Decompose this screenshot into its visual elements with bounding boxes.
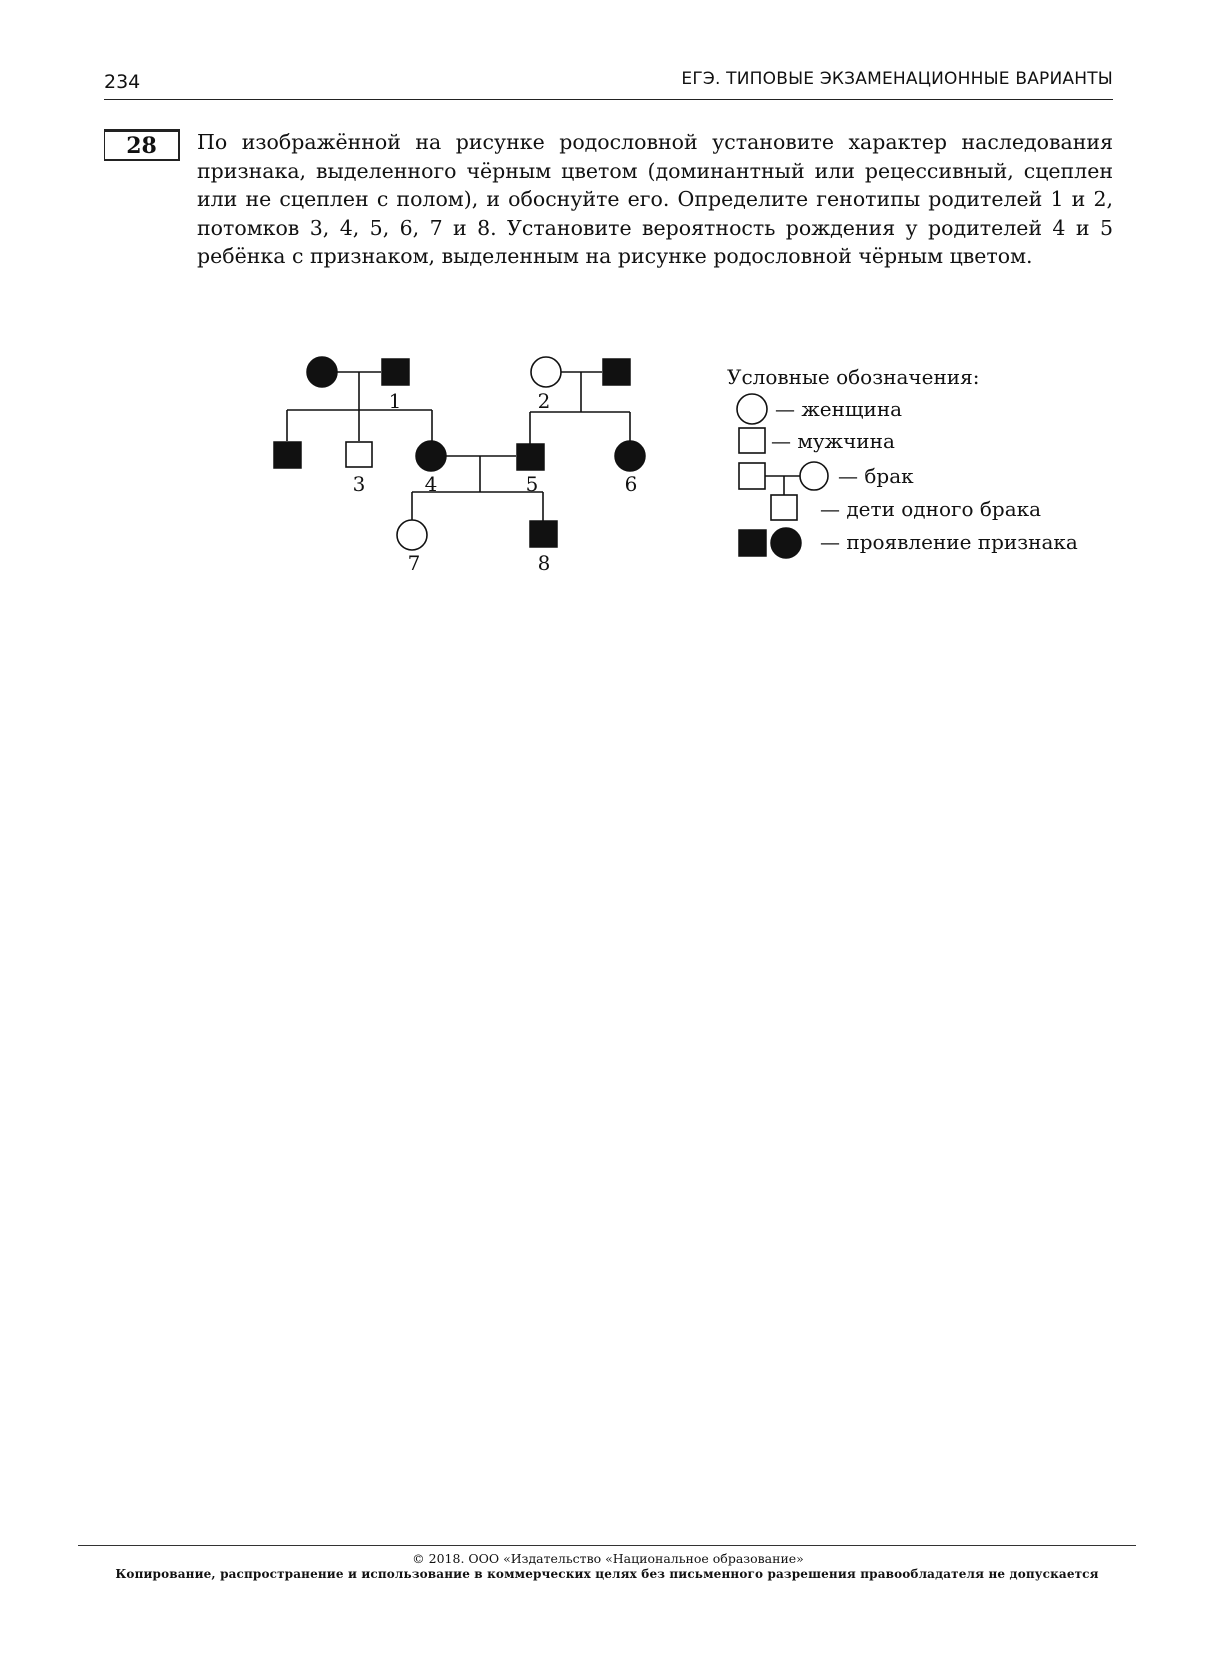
- legend-female-symbol: [737, 394, 767, 424]
- legend-female-label: — женщина: [775, 397, 903, 421]
- affected-female-person-6: [615, 441, 645, 471]
- legend-trait-male-symbol: [739, 530, 766, 556]
- label-person-5: 5: [525, 472, 539, 496]
- affected-male-person-5: [517, 444, 544, 470]
- affected-female-grandmother: [307, 357, 337, 387]
- affected-male-grandfather: [603, 359, 630, 385]
- legend-title: Условные обозначения:: [727, 365, 980, 389]
- footer-notice: Копирование, распространение и использование в коммерческих целях без письменного разрешения правообладателя не допускается: [115, 1567, 1099, 1581]
- unaffected-female-person-7: [397, 520, 427, 550]
- running-header: ЕГЭ. ТИПОВЫЕ ЭКЗАМЕНАЦИОННЫЕ ВАРИАНТЫ: [681, 69, 1113, 89]
- legend-male-symbol: [739, 428, 765, 453]
- unaffected-male-person-3: [346, 442, 372, 467]
- footer-rule: [78, 1545, 1136, 1546]
- affected-male-sibling: [274, 442, 301, 468]
- label-person-7: 7: [407, 551, 421, 575]
- page-number: 234: [104, 71, 141, 93]
- footer-copyright: © 2018. ООО «Издательство «Национальное образование»: [412, 1551, 804, 1566]
- task-number-box: 28: [104, 129, 180, 161]
- affected-male-parent-1: [382, 359, 409, 385]
- legend-trait-label: — проявление признака: [820, 530, 1078, 554]
- legend: [727, 365, 1078, 558]
- pedigree-diagram: [0, 0, 1216, 600]
- label-person-1: 1: [388, 389, 402, 413]
- unaffected-female-parent-2: [531, 357, 561, 387]
- label-person-6: 6: [624, 472, 638, 496]
- legend-marriage-male-symbol: [739, 463, 765, 489]
- legend-children-label: — дети одного брака: [820, 497, 1042, 521]
- task-text: По изображённой на рисунке родословной установите характер наследования признака, выделенного чёрным цветом (доминантный или рецессивный, сцеплен или не сцеплен с полом), и обоснуйте его. Определите генотипы родителей 1 и 2, потомков 3, 4, 5, 6, 7 и 8. Установите вероятность рождения у родителей 4 и 5 ребёнка с признаком, выделенным на рисунке родословной чёрным цветом.: [197, 130, 1113, 268]
- legend-trait-female-symbol: [771, 528, 801, 558]
- affected-female-person-4: [416, 441, 446, 471]
- legend-male-label: — мужчина: [771, 429, 895, 453]
- label-person-8: 8: [537, 551, 551, 575]
- affected-male-person-8: [530, 521, 557, 547]
- legend-marriage-female-symbol: [800, 462, 828, 490]
- label-person-2: 2: [537, 389, 551, 413]
- label-person-4: 4: [424, 472, 438, 496]
- legend-marriage-label: — брак: [838, 464, 914, 488]
- label-person-3: 3: [352, 472, 366, 496]
- legend-children-symbol: [771, 495, 797, 520]
